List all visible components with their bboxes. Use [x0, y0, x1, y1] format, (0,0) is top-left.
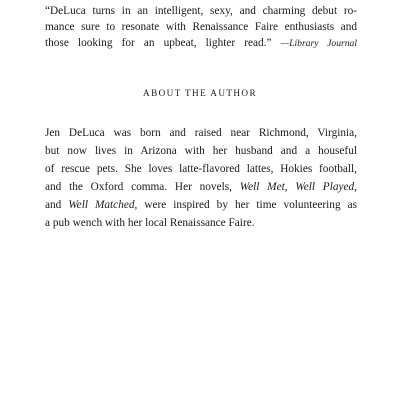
- bio-line: a pub wench with her local Renaissance Faire.: [45, 217, 255, 229]
- quote-line: “DeLuca turns in an intelligent, sexy, and charming debut ro-: [45, 5, 357, 17]
- quote-line-last: [45, 35, 357, 52]
- review-quote: [45, 3, 357, 53]
- author-bio: [45, 124, 357, 232]
- bio-text: and the Oxford comma. Her novels,: [45, 181, 240, 193]
- book-title: Well Matched: [68, 199, 135, 211]
- bio-line: [45, 196, 357, 214]
- about-author-heading: ABOUT THE AUTHOR: [143, 88, 257, 98]
- quote-text: those looking for an upbeat, lighter read.”: [45, 37, 272, 50]
- bio-line: of rescue pets. She loves latte-flavored lattes, Hokies football,: [45, 163, 357, 175]
- quote-line: mance sure to resonate with Renaissance Faire enthusiasts and: [45, 21, 357, 34]
- bio-line: Jen DeLuca was born and raised near Richmond, Virginia,: [45, 127, 357, 139]
- bio-line: but now lives in Arizona with her husband and a houseful: [45, 145, 357, 157]
- bio-line: [45, 178, 357, 196]
- bio-text: and: [45, 199, 69, 211]
- bio-text: ,: [284, 181, 296, 193]
- bio-text: ,: [354, 181, 357, 193]
- book-title: Well Met: [239, 181, 285, 193]
- book-title: Well Played: [295, 181, 355, 193]
- quote-attribution: —Library Journal: [280, 38, 357, 50]
- bio-text: , were inspired by her time volunteering as: [134, 199, 357, 211]
